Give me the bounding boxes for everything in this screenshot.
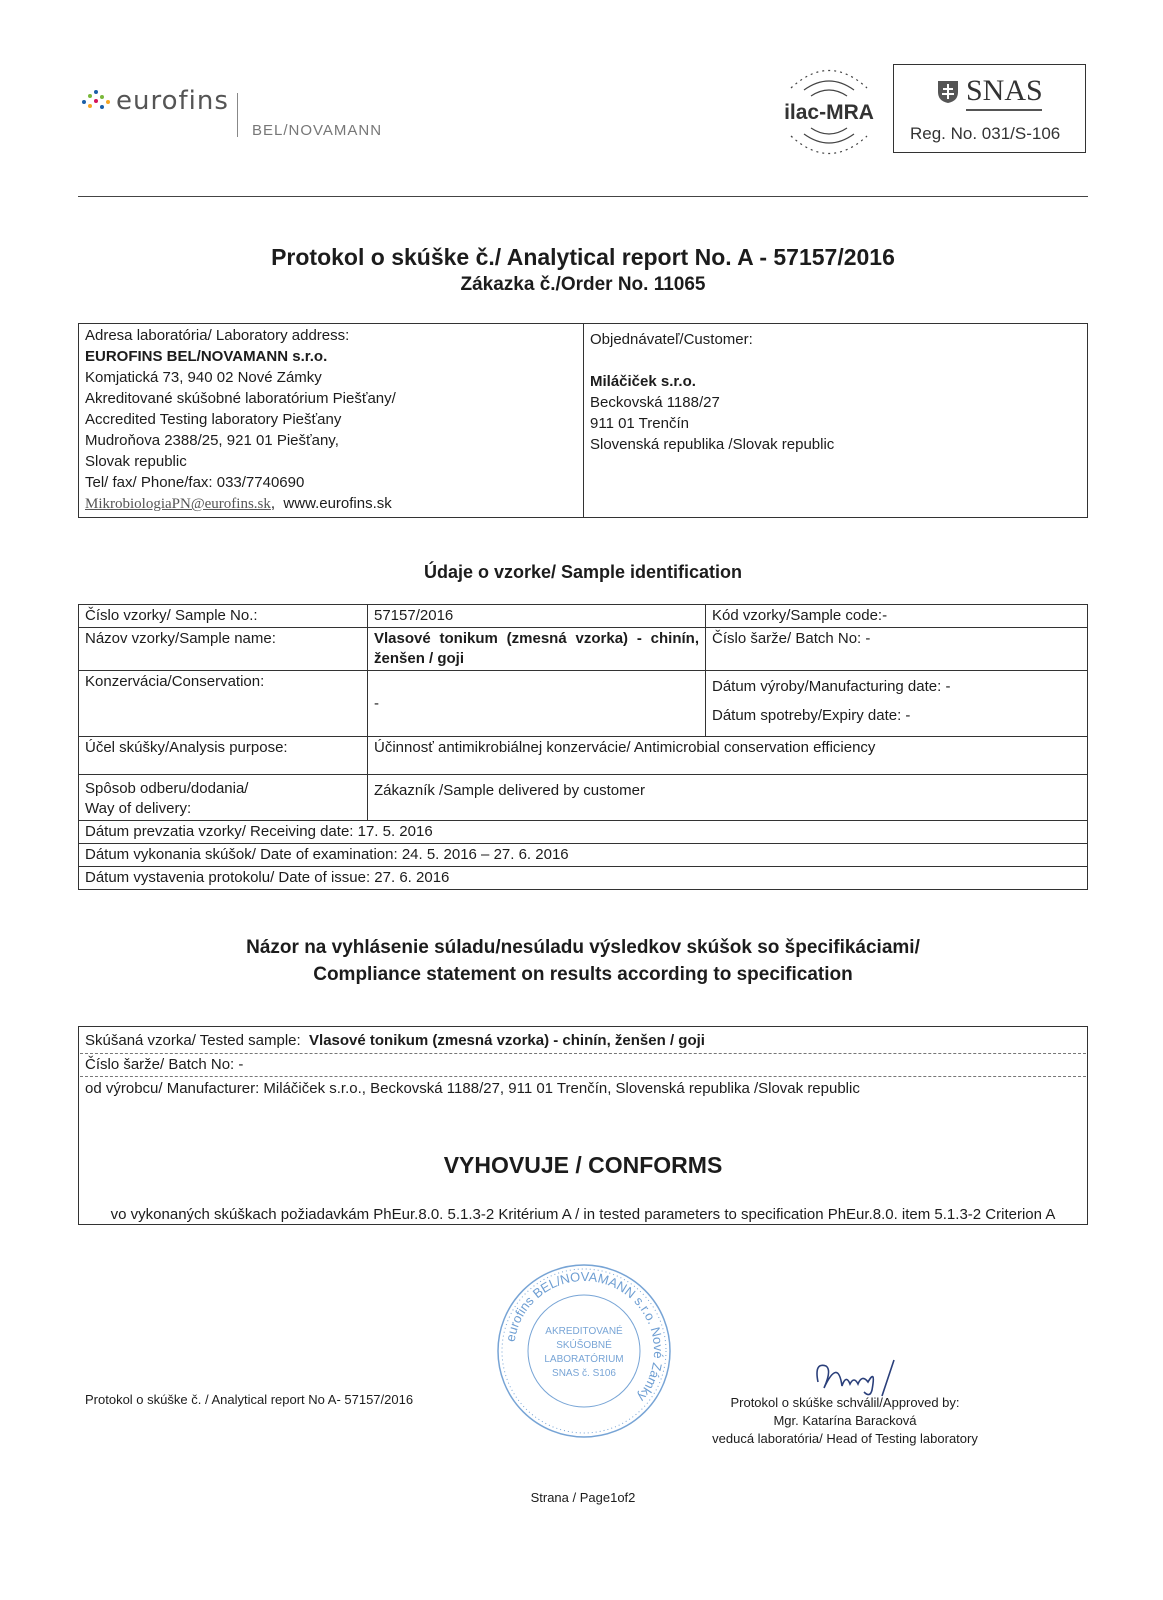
compliance-heading-line: Názor na vyhlásenie súladu/nesúladu výsledkov skúšok so špecifikáciami/ [246, 937, 920, 958]
customer-spacer [590, 350, 834, 371]
dashed-divider [80, 1076, 1086, 1077]
lab-phone: Tel/ fax/ Phone/fax: 033/7740690 [85, 474, 305, 491]
ilac-mra-icon [766, 58, 892, 164]
svg-text:SNAS č. S106: SNAS č. S106 [552, 1368, 616, 1379]
lab-address-line: Komjatická 73, 940 02 Nové Zámky [85, 369, 322, 386]
approval-block [700, 1394, 990, 1448]
snas-registration: Reg. No. 031/S-106 [910, 124, 1061, 143]
compliance-heading [78, 934, 1088, 988]
customer-country: Slovenská republika /Slovak republic [590, 436, 835, 453]
svg-text:AKREDITOVANÉ: AKREDITOVANÉ [545, 1326, 623, 1337]
sample-name-value: Vlasové tonikum (zmesná vzorka) - chinín, ženšen / goji [368, 628, 706, 671]
page-number: Strana / Page1of2 [530, 1490, 636, 1505]
logo-subtitle: BEL/NOVAMANN [252, 122, 383, 139]
tested-sample-value: Vlasové tonikum (zmesná vzorka) - chinín, ženšen / goji [309, 1032, 705, 1049]
sample-no-label: Číslo vzorky/ Sample No.: [79, 605, 368, 628]
sample-table [78, 604, 1088, 890]
sample-code: Kód vzorky/Sample code:- [706, 605, 1088, 628]
lab-address-line: Accredited Testing laboratory Piešťany [85, 411, 342, 428]
sample-name-label: Názov vzorky/Sample name: [79, 628, 368, 671]
customer-name: Miláčiček s.r.o. [590, 373, 696, 390]
logo-divider [237, 93, 238, 137]
table-row [79, 671, 1088, 737]
snas-underline [966, 109, 1042, 111]
svg-text:LABORATÓRIUM: LABORATÓRIUM [544, 1354, 624, 1365]
lab-address-label: Adresa laboratória/ Laboratory address: [85, 327, 350, 344]
table-row [79, 628, 1088, 671]
expiry-date: Dátum spotreby/Expiry date: - [712, 707, 911, 724]
approved-by: Protokol o skúške schválil/Approved by: [730, 1395, 960, 1410]
issue-date: Dátum vystavenia protokolu/ Date of issue: 27. 6. 2016 [79, 867, 1088, 890]
compliance-batch: Číslo šarže/ Batch No: - [85, 1056, 244, 1073]
delivery-label-line: Way of delivery: [85, 800, 192, 817]
sample-identification-heading: Údaje o vzorke/ Sample identification [423, 562, 743, 582]
lab-address-line: Slovak republic [85, 453, 187, 470]
lab-address-line: Akreditované skúšobné laboratórium Piešťany/ [85, 390, 396, 407]
table-row [79, 737, 1088, 775]
footer-report-reference: Protokol o skúške č. / Analytical report No A- 57157/2016 [85, 1392, 414, 1407]
laboratory-address [85, 325, 396, 515]
order-number: Zákazka č./Order No. 11065 [460, 274, 706, 295]
delivery-label-line: Spôsob odberu/dodania/ [85, 780, 249, 797]
report-title: Protokol o skúške č./ Analytical report No. A - 57157/2016 [271, 244, 895, 270]
receiving-date: Dátum prevzatia vzorky/ Receiving date: 17. 5. 2016 [79, 821, 1088, 844]
lab-address-line: Mudroňova 2388/25, 921 01 Piešťany, [85, 432, 339, 449]
svg-text:SKÚŠOBNÉ: SKÚŠOBNÉ [556, 1340, 612, 1351]
table-row [79, 844, 1088, 867]
manufacturer: od výrobcu/ Manufacturer: Miláčiček s.r.o., Beckovská 1188/27, 911 01 Trenčín, Slovenská republika /Slovak republic [85, 1080, 860, 1097]
table-row [79, 867, 1088, 890]
eurofins-logo-icon [80, 88, 114, 112]
batch-no: Číslo šarže/ Batch No: - [706, 628, 1088, 671]
lab-web-link[interactable]: www.eurofins.sk [283, 495, 392, 512]
svg-text:eurofins BEL/NOVAMANN s.r.o.: eurofins BEL/NOVAMANN s.r.o. Nové Zámky [502, 1268, 667, 1405]
approver-name: Mgr. Katarína Baracková [773, 1413, 917, 1428]
snas-text: SNAS [966, 74, 1043, 107]
lab-name: EUROFINS BEL/NOVAMANN s.r.o. [85, 348, 328, 365]
sample-no-value: 57157/2016 [368, 605, 706, 628]
tested-sample [85, 1030, 705, 1051]
approver-role: veducá laboratória/ Head of Testing laboratory [712, 1431, 978, 1446]
laboratory-stamp-icon [495, 1262, 673, 1440]
table-row [79, 605, 1088, 628]
table-row [79, 821, 1088, 844]
verdict: VYHOVUJE / CONFORMS [443, 1152, 723, 1178]
purpose-label: Účel skúšky/Analysis purpose: [79, 737, 368, 775]
specification-line: vo vykonaných skúškach požiadavkám PhEur.8.0. 5.1.3-2 Kritérium A / in tested parameters to specification PhEur.8.0. item 5.1.3-2 Criterion A [110, 1206, 1056, 1223]
ilac-text: ilac-MRA [784, 101, 874, 124]
purpose-value: Účinnosť antimikrobiálnej konzervácie/ Antimicrobial conservation efficiency [368, 737, 1088, 775]
table-row [79, 775, 1088, 821]
compliance-heading-line: Compliance statement on results according to specification [313, 964, 853, 985]
customer-label: Objednávateľ/Customer: [590, 331, 753, 348]
examination-date: Dátum vykonania skúšok/ Date of examination: 24. 5. 2016 – 27. 6. 2016 [79, 844, 1088, 867]
conservation-label: Konzervácia/Conservation: [79, 671, 368, 737]
address-divider [583, 323, 584, 518]
tested-sample-label: Skúšaná vzorka/ Tested sample: [85, 1032, 301, 1049]
manufacturing-date: Dátum výroby/Manufacturing date: - [712, 678, 951, 695]
dates-cell [706, 671, 1088, 737]
customer-address [590, 329, 834, 455]
header-divider [78, 196, 1088, 197]
slovak-emblem-icon [937, 80, 959, 104]
lab-email-link[interactable]: MikrobiologiaPN@eurofins.sk [85, 496, 271, 512]
customer-street: Beckovská 1188/27 [590, 394, 720, 411]
logo-name: eurofins [116, 86, 229, 116]
conservation-value: - [368, 671, 706, 737]
lab-contact-line: MikrobiologiaPN@eurofins.sk, www.eurofins.sk [85, 495, 392, 512]
delivery-label [79, 775, 368, 821]
customer-city: 911 01 Trenčín [590, 415, 689, 432]
delivery-value: Zákazník /Sample delivered by customer [368, 775, 1088, 821]
